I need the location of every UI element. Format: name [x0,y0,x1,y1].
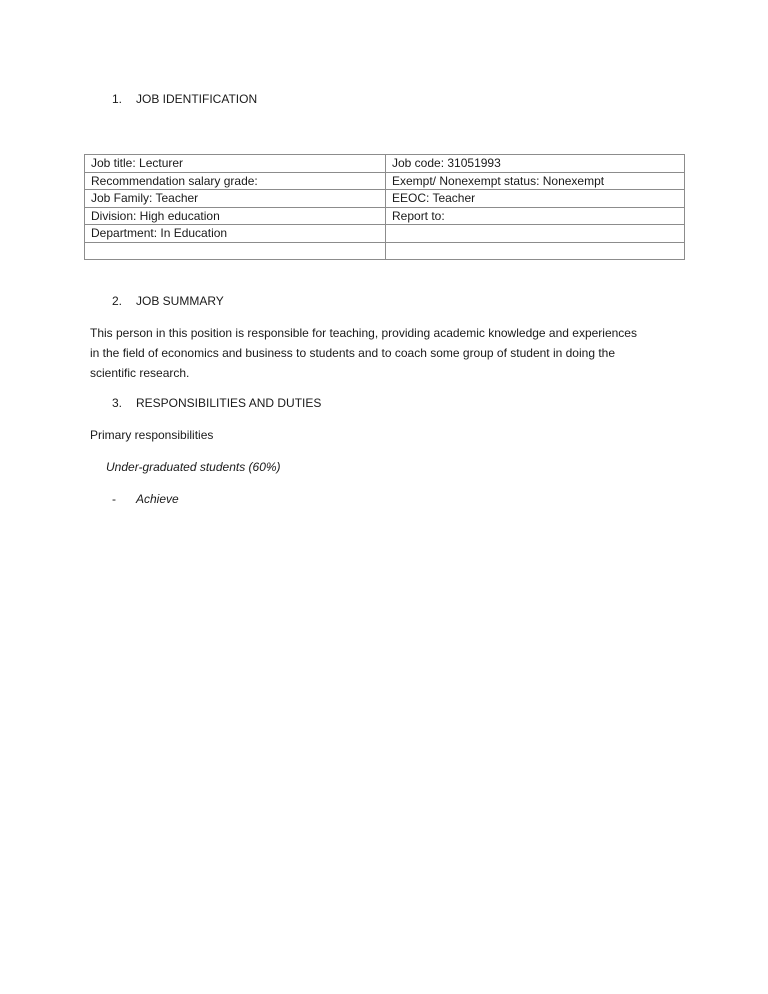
table-cell: Exempt/ Nonexempt status: Nonexempt [386,172,685,190]
summary-line: scientific research. [90,366,190,380]
section-heading-job-summary [112,294,224,308]
job-summary-paragraph [90,323,690,383]
summary-line: This person in this position is responsible for teaching, providing academic knowledge and experiences [90,326,637,340]
section-number: 2. [112,294,123,308]
table-row [85,155,685,173]
summary-line: in the field of economics and business to students and to coach some group of student in doing the [90,346,616,360]
table-row [85,225,685,243]
section-title: JOB SUMMARY [136,294,224,308]
list-item [112,492,179,506]
table-cell: Job Family: Teacher [85,190,386,208]
table-cell [386,225,685,243]
table-row [85,190,685,208]
undergraduate-subheading: Under-graduated students (60%) [106,460,281,474]
table-row [85,172,685,190]
bullet-text: Achieve [136,492,179,506]
table-cell: Job title: Lecturer [85,155,386,173]
table-cell [386,242,685,260]
section-title: JOB IDENTIFICATION [136,92,258,106]
primary-responsibilities-label: Primary responsibilities [90,428,214,442]
table-row [85,242,685,260]
section-heading-responsibilities [112,396,321,410]
table-row [85,207,685,225]
table-cell [85,242,386,260]
section-heading-job-identification [112,92,257,106]
bullet-marker: - [112,492,116,506]
section-number: 1. [112,92,123,106]
table-cell: Recommendation salary grade: [85,172,386,190]
table-cell: Report to: [386,207,685,225]
table-cell: EEOC: Teacher [386,190,685,208]
table-cell: Job code: 31051993 [386,155,685,173]
section-number: 3. [112,396,123,410]
section-title: RESPONSIBILITIES AND DUTIES [136,396,322,410]
table-cell: Department: In Education [85,225,386,243]
job-identification-table [84,154,685,260]
table-cell: Division: High education [85,207,386,225]
